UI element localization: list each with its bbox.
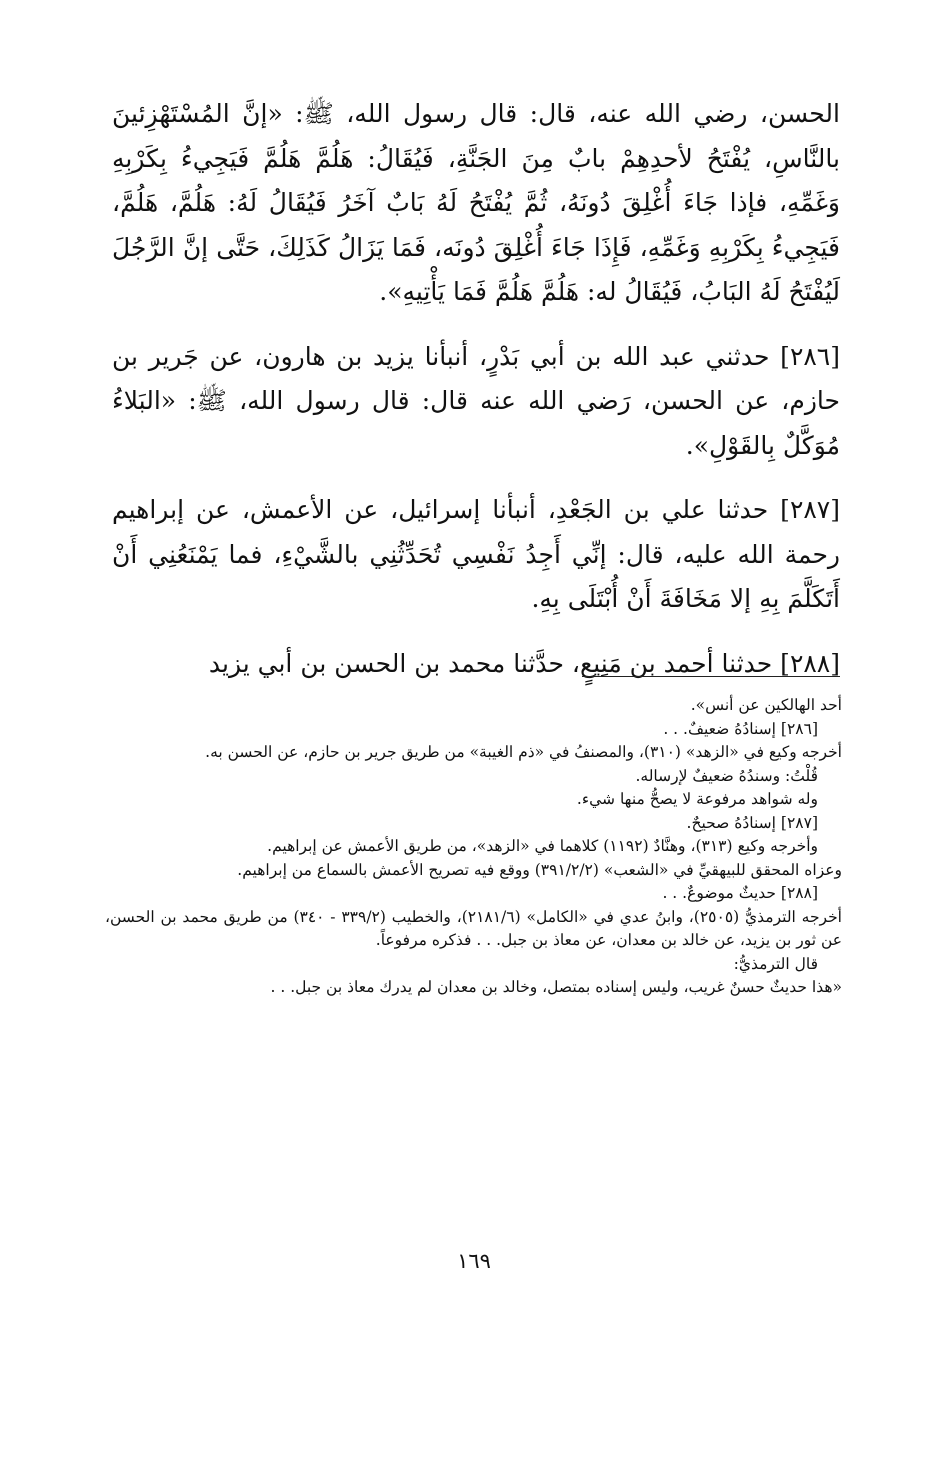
footnote-line: «هذا حديثٌ حسنٌ غريب، وليس إسناده بمتصل، وخالد بن معدان لم يدرك معاذ بن جبل. . . (270, 978, 842, 996)
paragraph-287: [٢٨٧] حدثنا علي بن الجَعْدِ، أنبأنا إسرائيل، عن الأعمش، عن إبراهيم رحمة الله عليه، قال: إنِّي أَجِدُ نَفْسِي تُحَدِّثُنِي بالشَّيْءِ، فما يَمْنَعُنِي أَنْ أَتَكَلَّمَ بِهِ إلا مَخَافَةَ أَنْ أُبْتَلَى بِهِ. (112, 495, 840, 613)
page-number: ١٦٩ (457, 1249, 491, 1273)
footnote-line: [٢٨٧] إسنادُهُ صحيحٌ. (686, 813, 818, 832)
footnote-line: أخرجه وكيع في «الزهد» (٣١٠)، والمصنفُ في «ذم الغيبة» من طريق جرير بن حازم، عن الحسن به. (205, 743, 842, 761)
footnote-line: قال الترمذيُّ: (733, 954, 818, 973)
footnotes-block (105, 694, 842, 1000)
footnote-line: وله شواهد مرفوعة لا يصحُّ منها شيء. (576, 790, 818, 808)
footnote-line: وأخرجه وكيع (٣١٣)، وهنَّادٌ (١١٩٢) كلاهما في «الزهد»، من طريق الأعمش عن إبراهيم. (267, 837, 818, 855)
paragraph-286: [٢٨٦] حدثني عبد الله بن أبي بَدْرٍ، أنبأنا يزيد بن هارون، عن جَرير بن حازم، عن الحسن، رَضي الله عنه قال: قال رسول الله، ﷺ: «البَلاءُ مُوَكَّلٌ بِالقَوْلِ». (112, 341, 840, 460)
paragraph-288: [٢٨٨] حدثنا أحمد بن مَنِيعٍ، حدَّثنا محمد بن الحسن بن أبي يزيد (208, 648, 840, 678)
footnote-line: وعزاه المحقق للبيهقيِّ في «الشعب» (٣٩١/٢/٢) ووقع فيه تصريح الأعمش بالسماع من إبراهيم. (237, 860, 842, 879)
footnote-line: [٢٨٦] إسنادُهُ ضعيفٌ. . . (663, 719, 818, 738)
footnote-divider (582, 676, 840, 677)
paragraph-continuation: الحسن، رضي الله عنه، قال: قال رسول الله، ﷺ: «إنَّ المُسْتَهْزِئينَ بالنَّاسِ، يُفْتَحُ لأحدِهِمْ بابٌ مِنَ الجَنَّةِ، فَيُقَالُ: هَلُمَّ هَلُمَّ فَيَجِيءُ بِكَرْبِهِ وَغَمِّهِ، فإذا جَاءَ أُغْلِقَ دُونَهُ، ثُمَّ يُفْتَحُ لَهُ بَابٌ آخَرُ فَيُقَالُ لَهُ: هَلُمَّ، هَلُمَّ، فَيَجِيءُ بِكَرْبِهِ وَغَمِّهِ، فَإِذَا جَاءَ أُغْلِقَ دُونَه، فَمَا يَزَالُ كَذَلِكَ، حَتَّى إنَّ الرَّجُلَ لَيُفْتَحُ لَهُ البَابُ، فَيُقَالُ له: هَلُمَّ هَلُمَّ فَمَا يَأْتِيهِ». (112, 99, 840, 306)
footnote-line: أحد الهالكين عن أنس». (690, 696, 842, 714)
main-text-block (112, 92, 840, 686)
footnote-line: [٢٨٨] حديثٌ موضوعٌ. . . (662, 884, 818, 902)
footnote-line: قُلْتُ: وسندُهُ ضعيفٌ لإرساله. (635, 766, 818, 785)
footnote-line: أخرجه الترمذيُّ (٢٥٠٥)، وابنُ عدي في «الكامل» (٢١٨١/٦)، والخطيب (٣٣٩/٢ - ٣٤٠) من طريق محمد بن الحسن، عن ثور بن يزيد، عن خالد بن معدان، عن معاذ بن جبل. . . فذكره مرفوعاً. (105, 907, 842, 949)
